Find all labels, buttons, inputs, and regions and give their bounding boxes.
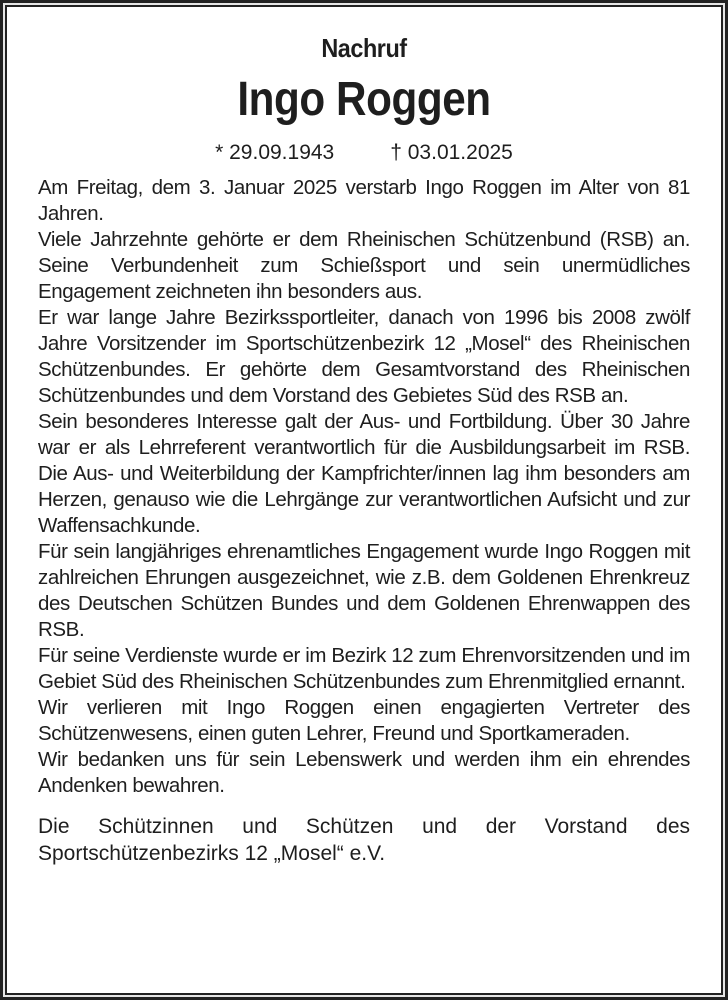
paragraph: Wir verlieren mit Ingo Roggen einen engagierten Vertreter des Schützenwesens, einen guten Lehrer, Freund und Sportkameraden. [38,696,690,745]
paragraph: Für sein langjähriges ehrenamtliches Engagement wurde Ingo Roggen mit zahlreichen Ehrungen ausgezeichnet, wie z.B. dem Goldenen Ehrenkreuz des Deutschen Schützen Bundes und dem Goldenen Ehrenwappen des RSB. [38,540,690,641]
paragraph: Viele Jahrzehnte gehörte er dem Rheinischen Schützenbund (RSB) an. Seine Verbundenheit zum Schießsport und sein unermüdliches Engagement zeichneten ihn besonders aus. [38,228,690,303]
paragraph: Sein besonderes Interesse galt der Aus- und Fortbildung. Über 30 Jahre war er als Lehrreferent verantwortlich für die Ausbildungsarbeit im RSB. Die Aus- und Weiterbildung der Kampfrichter/innen lag ihm besonders am Herzen, genauso wie die Lehrgänge zur verantwortlichen Aufsicht und zur Waffensachkunde. [38,410,690,537]
paragraph: Er war lange Jahre Bezirkssportleiter, danach von 1996 bis 2008 zwölf Jahre Vorsitzender im Sportschützenbezirk 12 „Mosel“ des Rheinischen Schützenbundes. Er gehörte dem Gesamtvorstand des Rheinischen Schützenbundes und dem Vorstand des Gebietes Süd des RSB an. [38,306,690,407]
death-date: † 03.01.2025 [390,141,513,164]
paragraph: Wir bedanken uns für sein Lebenswerk und werden ihm ein ehrendes Andenken bewahren. [38,748,690,797]
obituary-body [38,175,690,799]
paragraph: Für seine Verdienste wurde er im Bezirk 12 zum Ehrenvorsitzenden und im Gebiet Süd des Rheinischen Schützenbundes zum Ehrenmitglied ernannt. [38,644,690,693]
notice-content [38,7,690,867]
deceased-name: Ingo Roggen [237,73,491,126]
notice-kicker: Nachruf [321,33,407,63]
life-dates [38,141,690,165]
inner-border [5,5,723,995]
paragraph: Am Freitag, dem 3. Januar 2025 verstarb Ingo Roggen im Alter von 81 Jahren. [38,176,690,225]
signature: Die Schützinnen und Schützen und der Vorstand des Sportschützenbezirks 12 „Mosel“ e.V. [38,815,690,865]
birth-date: * 29.09.1943 [215,141,335,164]
